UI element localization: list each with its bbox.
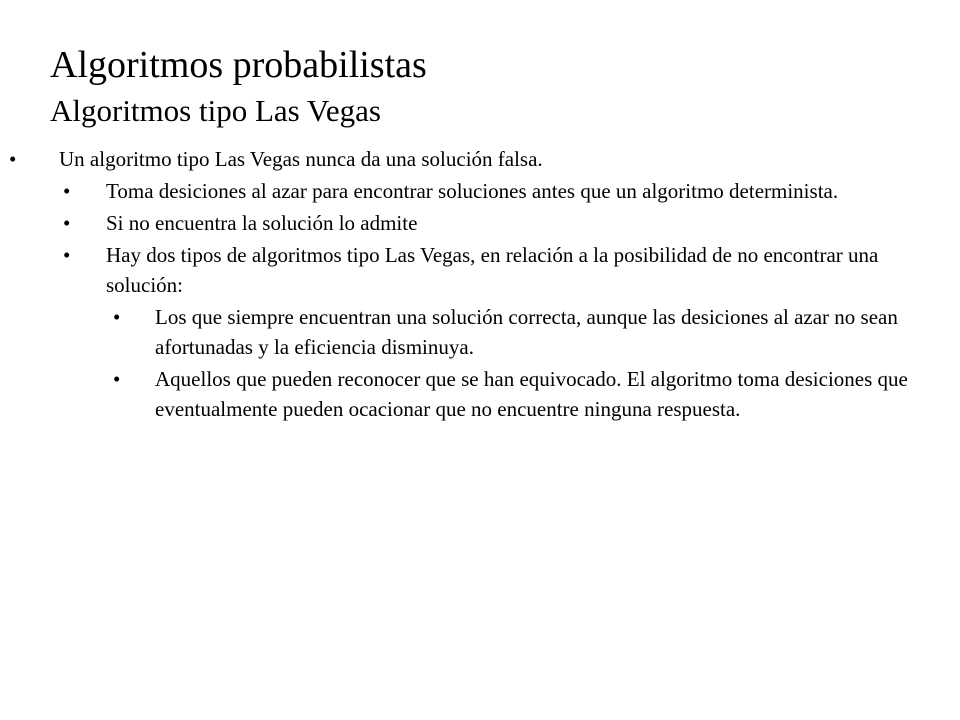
bullet-item-1 [0,144,960,174]
bullet-icon: • [113,367,121,391]
bullet-text: Si no encuentra la solución lo admite [106,211,418,235]
bullet-icon: • [113,305,121,329]
bullet-item-2 [0,176,960,206]
bullet-text: Un algoritmo tipo Las Vegas nunca da una solución falsa. [59,147,543,171]
bullet-item-6 [0,364,960,424]
bullet-text: Hay dos tipos de algoritmos tipo Las Vegas, en relación a la posibilidad de no encontrar una solución: [106,243,879,297]
bullet-text: Aquellos que pueden reconocer que se han equivocado. El algoritmo toma desiciones que eventualmente pueden ocacionar que no encuentre ninguna respuesta. [155,367,908,421]
bullet-text: Los que siempre encuentran una solución correcta, aunque las desiciones al azar no sean afortunadas y la eficiencia disminuya. [155,305,898,359]
slide-subtitle: Algoritmos tipo Las Vegas [50,93,381,128]
bullet-item-5 [0,302,960,362]
bullet-text: Toma desiciones al azar para encontrar soluciones antes que un algoritmo determinista. [106,179,839,203]
bullet-list [0,144,960,426]
bullet-icon: • [9,147,17,171]
bullet-item-3 [0,208,960,238]
bullet-icon: • [63,211,71,235]
bullet-icon: • [63,243,71,267]
bullet-icon: • [63,179,71,203]
bullet-item-4 [0,240,960,300]
slide-title: Algoritmos probabilistas [50,44,427,86]
